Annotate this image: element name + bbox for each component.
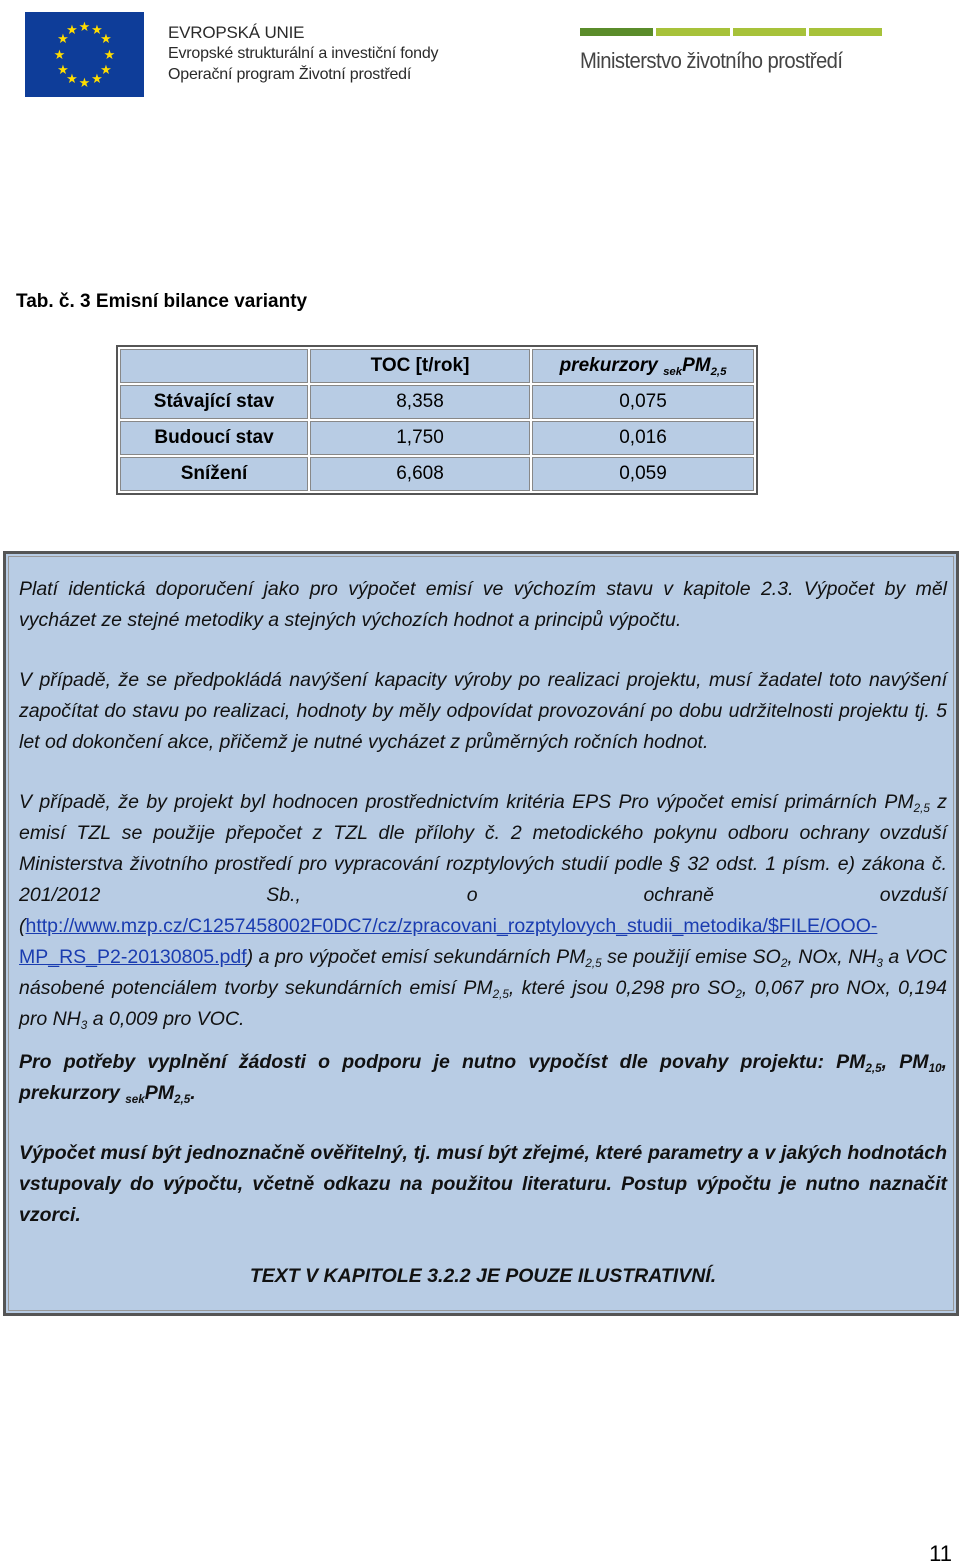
methodology-link[interactable]: http://www.mzp.cz/C1257458002F0DC7/cz/zpracovani_rozptylovych_studii_metodika/$FILE/OOO-MP_RS_P2-20130805.pdf xyxy=(19,915,878,968)
ministry-logo xyxy=(580,28,882,74)
eu-line-2: Evropské strukturální a investiční fondy xyxy=(168,45,439,62)
header-precursors: prekurzory $_{sek}PM_{2,5}$ xyxy=(532,349,754,383)
row-precursor-value: 0,016 xyxy=(532,421,754,455)
note-content xyxy=(19,574,947,1321)
eu-program-text xyxy=(168,22,438,85)
row-label: Budoucí stav xyxy=(120,421,308,455)
svg-text:★: ★ xyxy=(91,72,103,87)
header-toc: TOC [t/rok] xyxy=(310,349,530,383)
row-label: Stávající stav xyxy=(120,385,308,419)
svg-text:★: ★ xyxy=(103,48,116,63)
note-paragraph-3: V případě, že by projekt byl hodnocen prostřednictvím kritéria EPS Pro výpočet emisí primárních $PM_{2,5}$ z emisí TZL se použije přepočet z TZL dle přílohy č. 2 metodického pokynu odboru ochrany ovzduší Ministerstva životního prostředí pro vypracování rozptylových studií podle § 32 odst. 1 písm. e) zákona č. 201/2012 Sb., o ochraně ovzduší (http://www.mzp.cz/C1257458002F0DC7/cz/zpracovani_rozptylovych_studii_metodika/$FILE/OOO-MP_RS_P2-20130805.pdf) a pro výpočet emisí sekundárních $PM_{2,5}$ se použijí emise $SO_2$, NOx, $NH_3$ a VOC násobené potenciálem tvorby sekundárních emisí $PM_{2,5}$, které jsou 0,298 pro $SO_2$, 0,067 pro NOx, 0,194 pro $NH_3$ a 0,009 pro VOC. xyxy=(19,791,948,1032)
row-precursor-value: 0,075 xyxy=(532,385,754,419)
eu-line-1: EVROPSKÁ UNIE xyxy=(168,23,305,42)
table-row xyxy=(120,457,754,491)
header-empty-cell xyxy=(120,349,308,383)
row-precursor-value: 0,059 xyxy=(532,457,754,491)
row-label: Snížení xyxy=(120,457,308,491)
instruction-note-box xyxy=(3,551,959,1316)
note-paragraph-2: V případě, že se předpokládá navýšení kapacity výroby po realizaci projektu, musí žadatel toto navýšení započítat do stavu po realizaci, hodnoty by měly odpovídat provozování po dobu udržitelnosti projektu tj. 5 let od dokončení akce, přičemž je nutné vycházet z průměrných ročních hodnot. xyxy=(19,669,947,753)
svg-text:★: ★ xyxy=(78,20,91,35)
svg-text:★: ★ xyxy=(91,23,103,38)
note-paragraph-1: Platí identická doporučení jako pro výpočet emisí ve výchozím stavu v kapitole 2.3. Výpočet by měl vycházet ze stejné metodiky a stejných výchozích hodnot a principů výpočtu. xyxy=(19,578,947,631)
table-header-row xyxy=(120,349,754,383)
table-caption: Tab. č. 3 Emisní bilance varianty xyxy=(16,291,308,312)
row-toc-value: 1,750 xyxy=(310,421,530,455)
svg-text:★: ★ xyxy=(53,48,66,63)
table-row xyxy=(120,385,754,419)
svg-text:★: ★ xyxy=(78,76,91,91)
svg-text:★: ★ xyxy=(57,32,69,47)
row-toc-value: 6,608 xyxy=(310,457,530,491)
svg-text:★: ★ xyxy=(100,32,112,47)
note-paragraph-5: Výpočet musí být jednoznačně ověřitelný, tj. musí být zřejmé, které parametry a v jakých hodnotách vstupovaly do výpočtu, včetně odkazu na použitou literaturu. Postup výpočtu je nutno naznačit vzorci. xyxy=(19,1142,947,1226)
eu-line-3: Operační program Životní prostředí xyxy=(168,66,412,83)
page-number: 11 xyxy=(929,1541,952,1566)
ministry-color-bars xyxy=(580,28,882,36)
svg-text:★: ★ xyxy=(66,72,78,87)
svg-text:★: ★ xyxy=(100,63,112,78)
row-toc-value: 8,358 xyxy=(310,385,530,419)
note-paragraph-4: Pro potřeby vyplnění žádosti o podporu je nutno vypočíst dle povahy projektu: $PM_{2,5}$, $PM_{10}$, prekurzory $_{sek}PM_{2,5}$. xyxy=(19,1051,947,1106)
eu-flag-logo xyxy=(25,12,144,97)
emission-balance-table xyxy=(116,345,758,495)
svg-text:★: ★ xyxy=(57,63,69,78)
svg-text:★: ★ xyxy=(66,23,78,38)
note-illustrative-notice: TEXT V KAPITOLE 3.2.2 JE POUZE ILUSTRATIVNÍ. xyxy=(249,1265,717,1287)
table-row xyxy=(120,421,754,455)
ministry-name: Ministerstvo životního prostředí xyxy=(580,48,843,73)
